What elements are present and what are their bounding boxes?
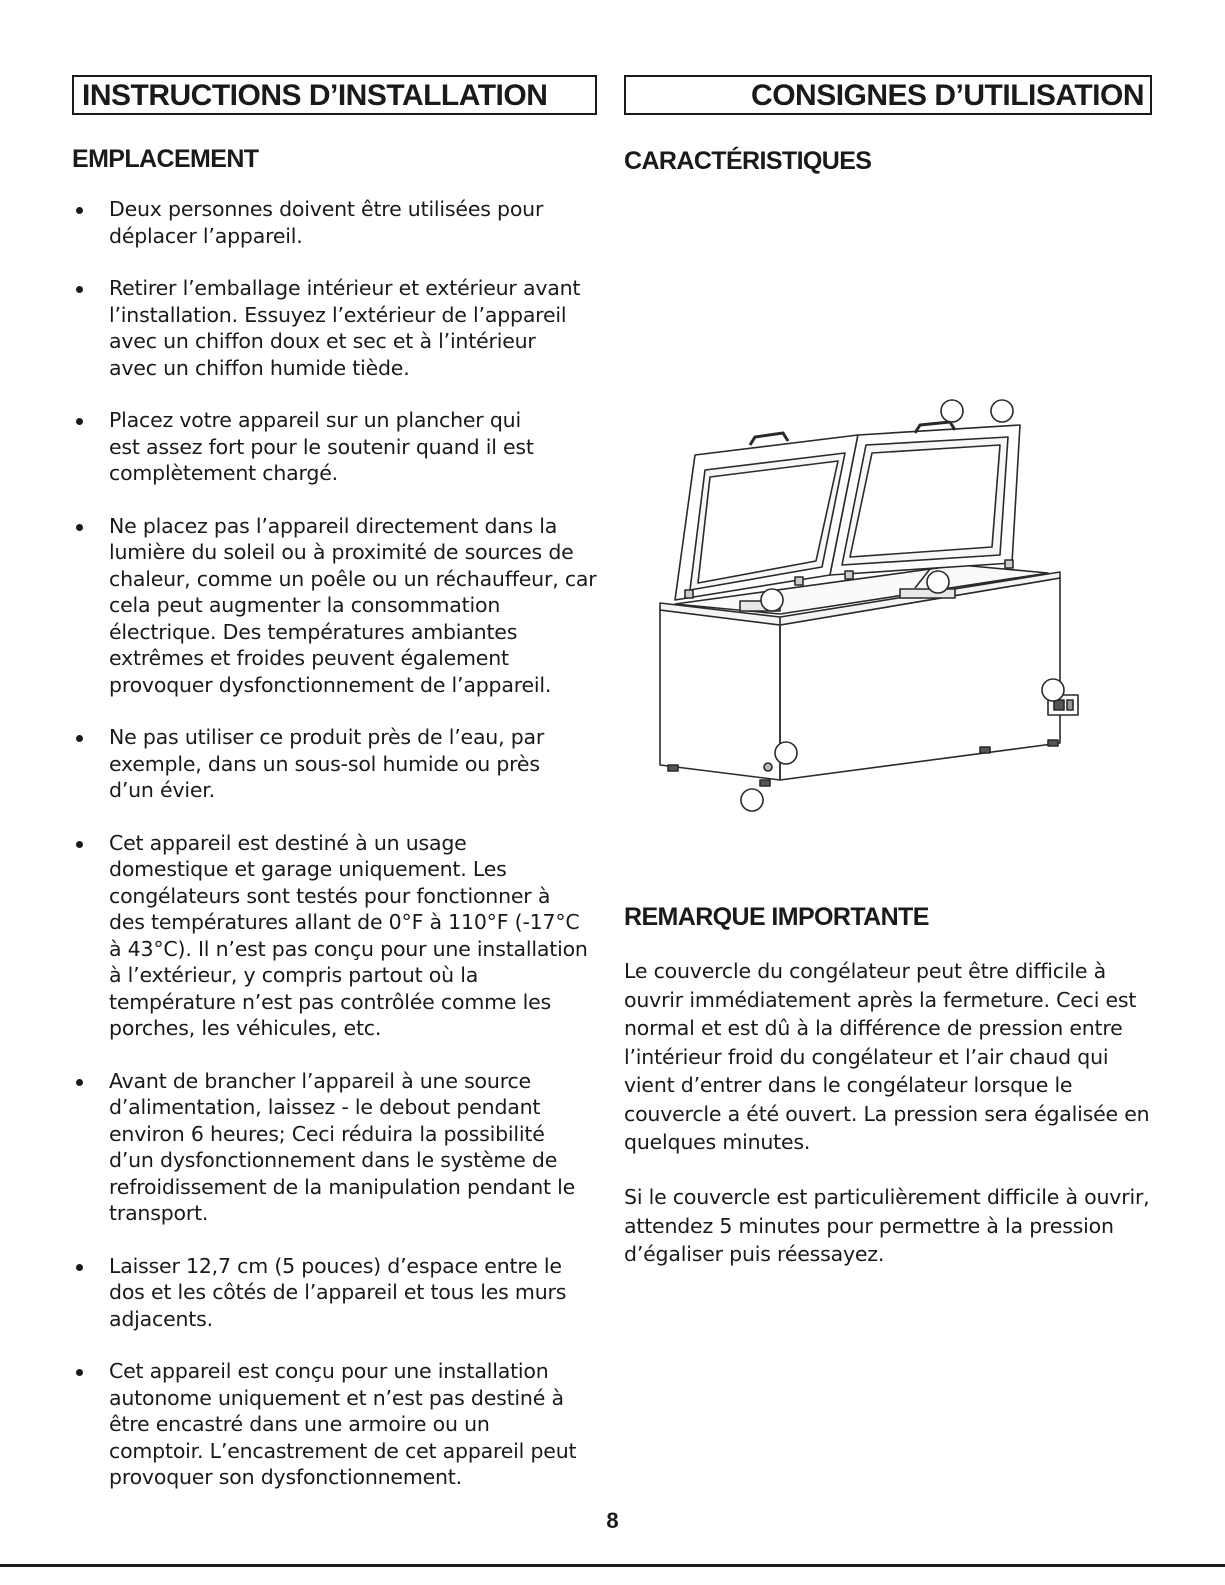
callout-circle	[741, 789, 763, 811]
bullet-item	[72, 1068, 612, 1227]
bullet-text: Placez votre appareil sur un plancher qui est assez fort pour le soutenir quand il est complètement chargé.	[109, 408, 534, 485]
bullet-icon	[76, 841, 83, 848]
bullet-text: Retirer l’emballage intérieur et extérieur avant l’installation. Essuyez l’extérieur de l’appareil avec un chiffon doux et sec et à l’intérieur avec un chiffon humide tiède.	[109, 276, 581, 380]
bullet-icon	[76, 207, 83, 214]
remarque-paragraph-1: Le couvercle du congélateur peut être difficile à ouvrir immédiatement après la fermeture. Ceci est normal et est dû à la différence de pression entre l’intérieur froid du congélateur et l’air chaud qui vient d’entrer dans le congélateur lorsque le couvercle a été ouvert. La pression sera égalisée en quelques minutes.	[624, 959, 1150, 1154]
callout-circle	[927, 571, 949, 593]
page-number: 8	[606, 1508, 619, 1533]
callout-circle	[761, 589, 783, 611]
callout-circle	[1042, 679, 1064, 701]
bullet-item	[72, 1358, 612, 1491]
callout-circle	[775, 742, 797, 764]
callout-circle	[991, 400, 1013, 422]
remarque-paragraph-2: Si le couvercle est particulièrement difficile à ouvrir, attendez 5 minutes pour permettre à la pression d’égaliser puis réessayez.	[624, 1185, 1150, 1266]
emplacement-bullet-list	[72, 196, 612, 1491]
bullet-item	[72, 724, 612, 804]
bullet-item	[72, 513, 612, 699]
bullet-item	[72, 407, 612, 487]
emplacement-heading: EMPLACEMENT	[72, 145, 259, 173]
bullet-item	[72, 275, 612, 381]
bullet-icon	[76, 1079, 83, 1086]
chest-freezer-illustration	[630, 395, 1100, 825]
bullet-item	[72, 1253, 612, 1333]
bullet-text: Cet appareil est destiné à un usage domestique et garage uniquement. Les congélateurs sont testés pour fonctionner à des températures allant de 0°F à 110°F (-17°C à 43°C). Il n’est pas conçu pour une installation à l’extérieur, y compris partout où la température n’est pas contrôlée comme les porches, les véhicules, etc.	[109, 830, 588, 1040]
bullet-text: Ne pas utiliser ce produit près de l’eau, par exemple, dans un sous-sol humide ou près d’un évier.	[109, 725, 545, 802]
bullet-item	[72, 196, 612, 249]
caracteristiques-heading: CARACTÉRISTIQUES	[624, 147, 872, 175]
bullet-item	[72, 830, 612, 1042]
bullet-text: Avant de brancher l’appareil à une source d’alimentation, laissez - le debout pendant environ 6 heures; Ceci réduira la possibilité d’un dysfonctionnement dans le système de refroidissement de la manipulation pendant le transport.	[109, 1068, 576, 1225]
bullet-icon	[76, 418, 83, 425]
bullet-icon	[76, 524, 83, 531]
bullet-icon	[76, 735, 83, 742]
remarque-heading: REMARQUE IMPORTANTE	[624, 903, 929, 931]
bullet-icon	[76, 1264, 83, 1271]
left-section-title: INSTRUCTIONS D’INSTALLATION	[72, 75, 597, 115]
callout-circle	[941, 400, 963, 422]
bottom-rule	[0, 1564, 1225, 1567]
bullet-text: Ne placez pas l’appareil directement dans la lumière du soleil ou à proximité de sources de chaleur, comme un poêle ou un réchauffeur, car cela peut augmenter la consommation électrique. Des températures ambiantes extrêmes et froides peuvent également provoquer dysfonctionnement de l’appareil.	[109, 513, 597, 697]
bullet-text: Cet appareil est conçu pour une installation autonome uniquement et n’est pas destiné à être encastré dans une armoire ou un comptoir. L’encastrement de cet appareil peut provoquer son dysfonctionnement.	[109, 1359, 577, 1489]
bullet-text: Deux personnes doivent être utilisées pour déplacer l’appareil.	[109, 197, 544, 248]
right-section-title: CONSIGNES D’UTILISATION	[624, 75, 1152, 115]
bullet-icon	[76, 1369, 83, 1376]
bullet-icon	[76, 286, 83, 293]
bullet-text: Laisser 12,7 cm (5 pouces) d’espace entre le dos et les côtés de l’appareil et tous les murs adjacents.	[109, 1253, 567, 1331]
